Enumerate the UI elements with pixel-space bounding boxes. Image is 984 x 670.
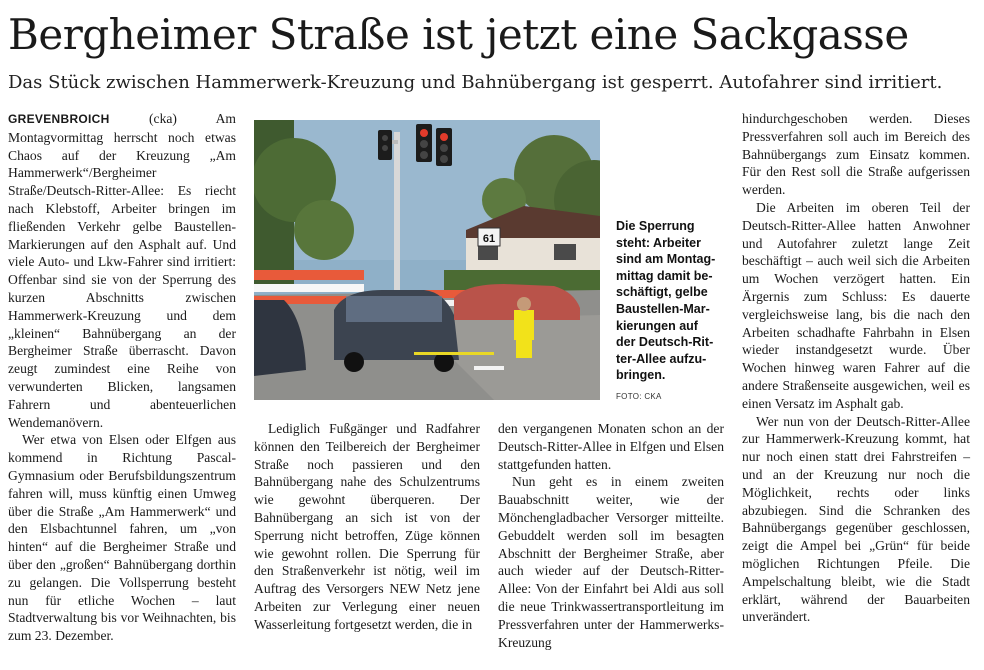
article-photo	[254, 120, 600, 400]
caption-line: mittag damit be-	[616, 268, 713, 283]
article-column-2	[254, 420, 480, 634]
caption-line: steht: Arbeiter	[616, 235, 701, 250]
paragraph: Die Arbeiten im oberen Teil der Deutsch-Ritter-Allee hatten Anwohner und Autofahrer zuletzt lange Zeit beschäftigt – auch weil sich die Arbeiten um Wochen verzögert hatten. Ein Ärgernis zum Schluss: Es dauerte vergleichsweise lang, bis die nach den Arbeiten schadhafte Fahrbahn in Elsen wieder instandgesetzt wurde. Über Wochen hinweg waren Fahrer auf die andere Straßenseite ausgewichen, weil es einen Versatz im Asphalt gab.	[742, 199, 970, 411]
paragraph: Wer nun von der Deutsch-Ritter-Allee zur Hammerwerk-Kreuzung kommt, hat nur noch einen statt drei Fahrstreifen – und an der Kreuzung nur noch die Möglichkeit, rechts oder links abzubiegen. Sind die Schranken des Bahnübergangs gegenüber geschlossen, zeigt die Ampel bei „Grün“ für beide möglichen Richtungen Pfeile. Die Ampelschaltung bleibt, wie die Stadt erklärt, während der Bauarbeiten unverändert.	[742, 413, 970, 625]
paragraph: hindurchgeschoben werden. Dieses Pressverfahren soll auch im Bereich des Bahnübergangs zum Einsatz kommen. Für den Rest soll die Straße aufgerissen werden.	[742, 111, 970, 198]
caption-line: ter-Allee aufzu-	[616, 351, 707, 366]
dateline: GREVENBROICH	[8, 112, 110, 126]
paragraph: Lediglich Fußgänger und Radfahrer können den Teilbereich der Bergheimer Straße noch passieren und den Bahnübergang nahe des Schulzentrums wie gewohnt überqueren. Der Bahnübergang an sich ist von der Sperrung nicht betroffen, Züge können wie gewohnt rollen. Die Sperrung für den Straßenverkehr ist nötig, weil im Auftrag des Versorgers NEW Netz jene Arbeiten zur Verlegung einer neuen Wasserleitung fortgesetzt werden, die in	[254, 421, 480, 632]
house-number-sign: 61	[482, 233, 496, 245]
photo-caption	[616, 218, 726, 384]
headline: Bergheimer Straße ist jetzt eine Sackgasse	[8, 10, 909, 59]
paragraph: den vergangenen Monaten schon an der Deutsch-Ritter-Allee in Elfgen und Elsen stattgefunden hatten.	[498, 421, 724, 472]
street-photo-illustration	[254, 120, 600, 400]
caption-line: sind am Montag-	[616, 252, 716, 267]
paragraph	[8, 110, 236, 431]
caption-line: kierungen auf	[616, 318, 698, 333]
photo-credit: FOTO: CKA	[616, 392, 662, 401]
paragraph-text: (cka) Am Montagvormittag herrscht noch etwas Chaos auf der Kreuzung „Am Hammerwerk“/Bergheimer Straße/Deutsch-Ritter-Allee: Es riecht nach Klebstoff, Arbeiter bringen im fließenden Verkehr gelbe Baustellen-Markierungen auf den Asphalt auf. Und viele Auto- und Lkw-Fahrer sind irritiert: Offenbar sind sie von der Sperrung des kurzen Abschnitts zwischen Hammerwerk-Kreuzung und dem „kleinen“ Bahnübergang an der Bergheimer Straße überrascht. Davon zeugt zumindest eine Reihe von verwunderten Blicken, langsamen Fahrern und abenteuerlichen Wendemanövern.	[8, 111, 236, 430]
caption-line: bringen.	[616, 368, 666, 383]
subheadline: Das Stück zwischen Hammerwerk-Kreuzung und Bahnübergang ist gesperrt. Autofahrer sind irritiert.	[8, 72, 943, 93]
article-column-3	[498, 420, 724, 651]
article-column-1	[8, 110, 236, 645]
article-column-4	[742, 110, 970, 626]
caption-line: schäftigt, gelbe	[616, 285, 708, 300]
caption-line: Baustellen-Mar-	[616, 301, 710, 316]
paragraph: Nun geht es in einem zweiten Bauabschnitt weiter, wie der Mönchengladbacher Versorger mitteilte. Gebuddelt werden soll im besagten Abschnitt der Bergheimer Straße, aber auch wieder auf der Deutsch-Ritter-Allee: Von der Einfahrt bei Aldi aus soll die neue Trinkwassertransportleitung im Pressverfahren unter der Hammerwerks-Kreuzung	[498, 474, 724, 650]
paragraph: Wer etwa von Elsen oder Elfgen aus kommend in Richtung Pascal-Gymnasium oder Berufsbildungszentrum fahren will, muss künftig einen Umweg über die Straße „Am Hammerwerk“ und den Elsbachtunnel fahren, um „von hinten“ auf die Bergheimer Straße und über den „großen“ Bahnübergang dorthin zu gelangen. Die Vollsperrung besteht nun für etliche Wochen – laut Stadtverwaltung bis vor Weihnachten, bis zum 23. Dezember.	[8, 432, 236, 644]
caption-line: Die Sperrung	[616, 219, 695, 233]
caption-line: der Deutsch-Rit-	[616, 335, 714, 350]
